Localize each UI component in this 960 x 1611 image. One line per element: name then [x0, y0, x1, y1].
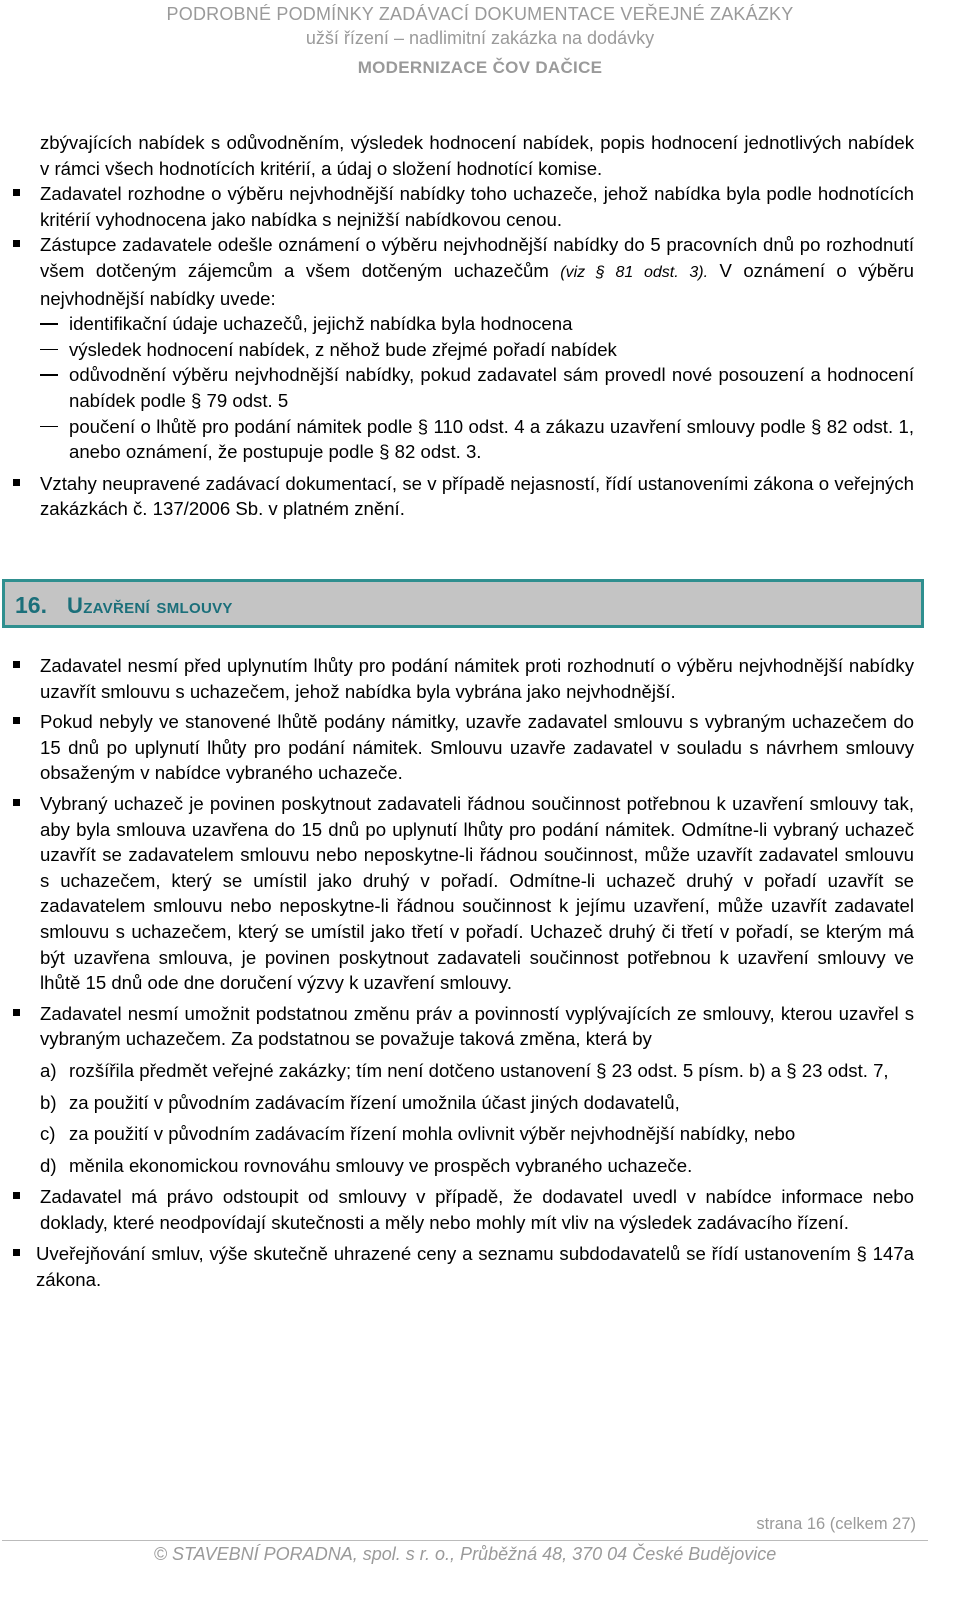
sub-item-label: d): [40, 1154, 57, 1176]
bullet-item: [40, 653, 914, 704]
sub-item-text: měnila ekonomickou rovnováhu smlouvy ve prospěch vybraného uchazeče.: [69, 1154, 693, 1176]
sub-item-c: [40, 1121, 914, 1147]
sub-item-a: [40, 1058, 914, 1084]
top-content: [40, 130, 914, 522]
section-title: Uzavření smlouvy: [67, 593, 233, 618]
dash-list: [40, 311, 914, 465]
bullet-square-icon: [13, 661, 20, 668]
bullet-text: Uveřejňování smluv, výše skutečně uhrazené ceny a seznamu subdodavatelů se řídí ustanovením § 147a zákona.: [36, 1243, 914, 1291]
bullet-square-icon: [13, 1192, 20, 1199]
bullet-item: [40, 1001, 914, 1052]
bullet-square-icon: [13, 717, 20, 724]
bullet-text: Pokud nebyly ve stanovené lhůtě podány námitky, uzavře zadavatel smlouvu s vybraným uchazečem do 15 dnů po uplynutí lhůty pro podání námitek. Smlouvu uzavře zadavatel v souladu s návrhem smlouvy obsaženým v nabídce vybraného uchazeče.: [40, 711, 914, 784]
sub-item-text: za použití v původním zadávacím řízení mohla ovlivnit výběr nejvhodnější nabídky, nebo: [69, 1123, 796, 1145]
continued-paragraph: zbývajících nabídek s odůvodněním, výsledek hodnocení nabídek, popis hodnocení jednotlivých nabídek v rámci všech hodnotících kritérií, a údaj o složení hodnotící komise.: [40, 132, 914, 179]
page-footer: [0, 1544, 930, 1565]
bullet-square-icon: [13, 1009, 20, 1016]
bullet-text: Zadavatel rozhodne o výběru nejvhodnější nabídky toho uchazeče, jehož nabídka byla podle hodnotících kritérií vyhodnocena jako nabídka s nejnižší nabídkovou cenou.: [40, 183, 914, 230]
bullet-item: [36, 1241, 914, 1292]
sub-item-b: [40, 1090, 914, 1116]
sub-item-text: za použití v původním zadávacím řízení umožnila účast jiných dodavatelů,: [69, 1091, 680, 1113]
section-number: 16.: [15, 592, 47, 618]
sub-item-text: rozšířila předmět veřejné zakázky; tím není dotčeno ustanovení § 23 odst. 5 písm. b) a § 23 odst. 7,: [69, 1059, 889, 1081]
dash-item: identifikační údaje uchazečů, jejichž nabídka byla hodnocena: [40, 311, 914, 337]
bullet-text: Zadavatel nesmí umožnit podstatnou změnu práv a povinností vyplývajících ze smlouvy, kterou uzavřel s vybraným uchazečem. Za podstatnou se považuje taková změna, která by: [40, 1002, 914, 1050]
bullet-item: [40, 709, 914, 786]
page-number: [756, 1515, 916, 1534]
bullet-text: Vybraný uchazeč je povinen poskytnout zadavateli řádnou součinnost potřebnou k uzavření smlouvy tak, aby byla smlouva uzavřena do 15 dnů po uplynutí lhůty pro podání námitek. Odmítne-li vybraný uchazeč uzavřít se zadavatelem smlouvu nebo neposkytne-li řádnou součinnost, může uzavřít zadavatel smlouvu s uchazečem, který se umístil jako druhý v pořadí. Odmítne-li uchazeč druhý v pořadí uzavřít se zadavatelem smlouvu nebo neposkytne-li řádnou součinnost k jejímu uzavření, může uzavřít zadavatel smlouvu s uchazečem, který se umístil jako třetí v pořadí. Uchazeč druhý či třetí v pořadí, se kterým má být uzavřena smlouva, je povinen poskytnout zadavateli součinnost potřebnou k uzavření smlouvy ve lhůtě 15 dnů ode dne doručení výzvy k uzavření smlouvy.: [40, 792, 914, 994]
bullet-text: Zadavatel nesmí před uplynutím lhůty pro podání námitek proti rozhodnutí o výběru nejvhodnější nabídky uzavřít smlouvu s uchazečem, jehož nabídka byla vybrána jako nejvhodnější.: [40, 655, 914, 702]
bullet-square-icon: [13, 479, 20, 486]
footer-divider: [2, 1540, 928, 1541]
bullet-text: V oznámení o výběru nejvhodnější nabídky uvede:: [40, 259, 915, 309]
bullet-item: [40, 1184, 914, 1235]
bullet-text: Vztahy neupravené zadávací dokumentací, se v případě nejasností, řídí ustanoveními zákona o veřejných zakázkách č. 137/2006 Sb. v platném znění.: [40, 472, 914, 520]
sub-item-label: a): [40, 1059, 57, 1081]
bullet-square-icon: [13, 189, 20, 196]
header-subtitle: užší řízení – nadlimitní zakázka na dodávky: [305, 28, 655, 48]
section-content: [36, 653, 914, 1293]
dash-item: poučení o lhůtě pro podání námitek podle § 110 odst. 4 a zákazu uzavření smlouvy podle § 82 odst. 1, anebo oznámení, že postupuje podle § 82 odst. 3.: [40, 414, 914, 465]
bullet-square-icon: [13, 1249, 20, 1256]
footer-company: © STAVEBNÍ PORADNA, spol. s r. o., Průběžná 48, 370 04 České Budějovice: [153, 1544, 777, 1564]
law-reference: (viz § 81 odst. 3).: [560, 263, 709, 281]
sub-item-label: b): [40, 1091, 57, 1113]
dash-item: odůvodnění výběru nejvhodnější nabídky, pokud zadavatel sám provedl nové posouzení a hodnocení nabídek podle § 79 odst. 5: [40, 362, 914, 413]
header-project: MODERNIZACE ČOV DAČICE: [357, 58, 603, 77]
bullet-item: [40, 471, 914, 522]
sub-item-d: [40, 1153, 914, 1179]
bullet-text: Zadavatel má právo odstoupit od smlouvy v případě, že dodavatel uvedl v nabídce informace nebo doklady, které neodpovídají skutečnosti a měly nebo mohly mít vliv na výsledek zadávacího řízení.: [40, 1186, 914, 1233]
page-number-text: strana 16 (celkem 27): [756, 1515, 916, 1533]
sub-item-label: c): [40, 1123, 56, 1145]
bullet-text: Zástupce zadavatele odešle oznámení o výběru nejvhodnější nabídky do 5 pracovních dnů po rozhodnutí všem dotčeným zájemcům a všem dotčeným uchazečům: [40, 234, 914, 281]
bullet-item: [40, 791, 914, 996]
bullet-square-icon: [13, 799, 20, 806]
section-heading: [2, 579, 924, 628]
bullet-square-icon: [13, 240, 20, 247]
bullet-item: [40, 181, 914, 232]
dash-item: výsledek hodnocení nabídek, z něhož bude zřejmé pořadí nabídek: [40, 337, 914, 363]
header-title: PODROBNÉ PODMÍNKY ZADÁVACÍ DOKUMENTACE VEŘEJNÉ ZAKÁZKY: [166, 4, 794, 24]
bullet-item: [40, 232, 914, 311]
page-header: [0, 2, 960, 82]
